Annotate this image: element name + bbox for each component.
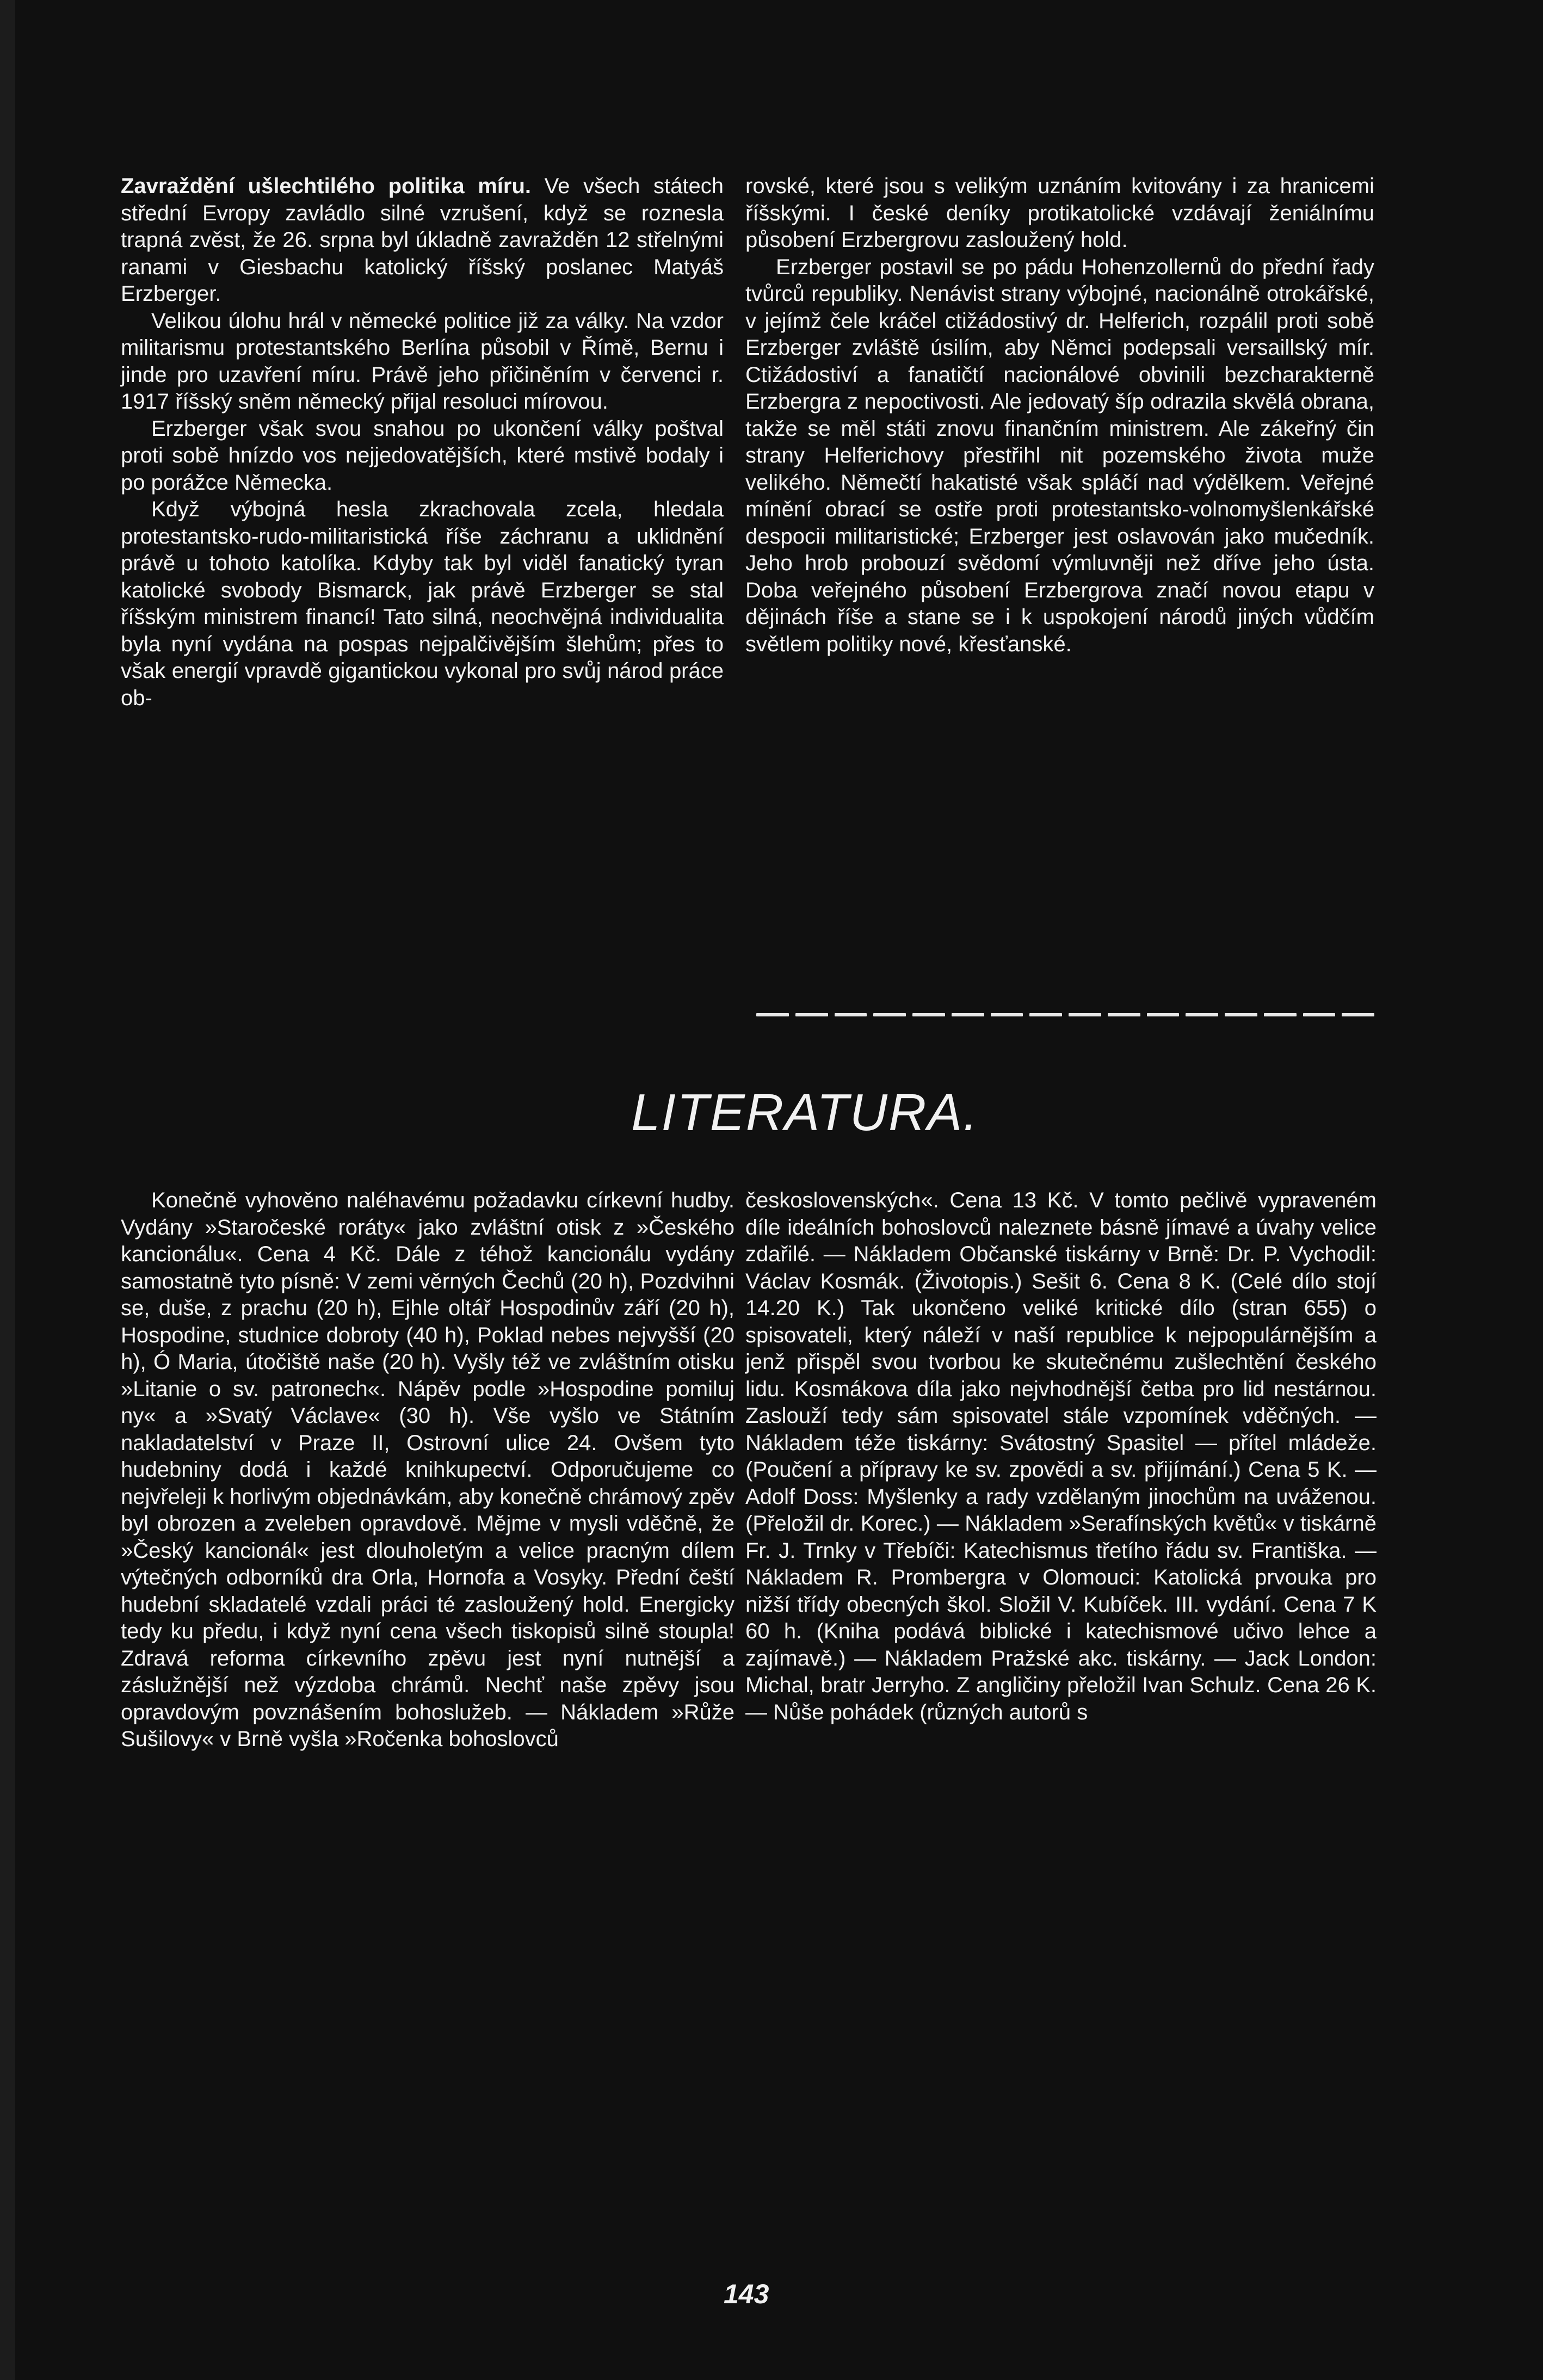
section-divider [756, 1013, 1374, 1018]
article-left-column [121, 173, 724, 712]
article-heading: Zavraždění ušlechtilého politika míru. [121, 174, 531, 198]
article-first-paragraph [121, 173, 724, 308]
page-number: 143 [724, 2279, 769, 2309]
literatura-left-text: Konečně vyhověno naléhavému požadavku církevní hudby. Vydány »Staročeské roráty« jako zvláštní otisk z »Českého kancionálu«. Cena 4 Kč. Dále z téhož kancionálu vydány samostatně tyto písně: V zemi věrných Čechů (20 h), Pozdvihni se, duše, z prachu (20 h), Ejhle oltář Hospodinův září (20 h), Hospodine, studnice dobroty (40 h), Poklad nebes nejvyšší (20 h), Ó Maria, útočiště naše (20 h). Vyšly též ve zvláštním otisku »Litanie o sv. patronech«. Nápěv podle »Hospodine pomiluj ny« a »Svatý Václave« (30 h). Vše vyšlo ve Státním nakladatelství v Praze II, Ostrovní ulice 24. Ovšem tyto hudebniny dodá i každé knihkupectví. Odporučujeme co nejvřeleji k horlivým objednávkám, aby konečně chrámový zpěv byl obrozen a zveleben opravdově. Mějme v mysli vděčně, že »Český kancionál« jest dlouholetým a velice pracným dílem výtečných odborníků dra Orla, Hornofa a Vosyky. Přední čeští hudební skladatelé vzdali práci té zasloužený hold. Energicky tedy ku předu, i když nyní cena všech tiskopisů silně stoupla! Zdravá reforma církevního zpěvu jest nyní nutnější a záslužnější než výzdoba chrámů. Nechť naše zpěvy jsou opravdovým povznášením bohoslužeb. — Nákladem »Růže Sušilovy« v Brně vyšla »Ročenka bohoslovců [121, 1188, 735, 1751]
literatura-right-column [745, 1187, 1377, 1726]
article-paragraph-2: Velikou úlohu hrál v německé politice již za války. Na vzdor militarismu protestantského Berlína působil v Římě, Bernu i jinde pro uzavření míru. Právě jeho přičiněním v červenci r. 1917 říšský sněm německý přijal resoluci mírovou. [121, 309, 724, 414]
literatura-right-text: československých«. Cena 13 Kč. V tomto pečlivě vypraveném díle ideálních bohoslovců naleznete básně jímavé a úvahy velice zdařilé. — Nákladem Občanské tiskárny v Brně: Dr. P. Vychodil: Václav Kosmák. (Životopis.) Sešit 6. Cena 8 K. (Celé dílo stojí 14.20 K.) Tak ukončeno veliké kritické dílo (stran 655) o spisovateli, který náleží v naší republice k nejpopulárnějším a jenž přispěl svou tvorbou ke skutečnému zušlechtění českého lidu. Kosmákova díla jako nejvhodnější četba pro lid nestárnou. Zaslouží tedy sám spisovatel stále vzpomínek vděčných. — Nákladem téže tiskárny: Svátostný Spasitel — přítel mládeže. (Poučení a přípravy ke sv. zpovědi a sv. přijímání.) Cena 5 K. — Adolf Doss: Myšlenky a rady vzdělaným jinochům na uváženou. (Přeložil dr. Korec.) — Nákladem »Serafínských květů« v tiskárně Fr. J. Trnky v Třebíči: Katechismus třetího řádu sv. Františka. — Nákladem R. Prombergra v Olomouci: Katolická prvouka pro nižší třídy obecných škol. Složil V. Kubíček. III. vydání. Cena 7 K 60 h. (Kniha podává biblické i katechismové učivo lehce a zajímavě.) — Nákladem Pražské akc. tiskárny. — Jack London: Michal, bratr Jerryho. Z angličiny přeložil Ivan Schulz. Cena 26 K. — Nůše pohádek (různých autorů s [745, 1188, 1377, 1724]
scan-edge [0, 0, 15, 2380]
article-right-column [745, 173, 1374, 658]
article-paragraph-5: rovské, které jsou s velikým uznáním kvitovány i za hranicemi říšskými. I české deníky protikatolické vzdávají ženiálnímu působení Erzbergrovu zasloužený hold. [745, 174, 1374, 252]
article-paragraph-6: Erzberger postavil se po pádu Hohenzollernů do přední řady tvůrců republiky. Nenávist strany výbojné, nacionálně otrokářské, v jejímž čele kráčel ctižádostivý dr. Helferich, rozpálil proti sobě Erzberger zvláště úsilím, aby Němci podepsali versaillský mír. Ctižádostiví a fanatičtí nacionálové obvinili bezcharakterně Erzbergra z nepoctivosti. Ale jedovatý šíp odrazila skvělá obrana, takže se měl státi znovu finančním ministrem. Ale zákeřný čin strany Helferichovy přestřihl nit pozemského života muže velikého. Němečtí hakatisté však spláčí nad výdělkem. Veřejné mínění obrací se ostře proti protestantsko-volnomyšlenkářské despocii militaristické; Erzberger jest oslavován jako mučedník. Jeho hrob probouzí svědomí výmluvněji než dříve jeho ústa. Doba veřejného působení Erzbergrova značí novou etapu v dějinách říše a stane se i k uspokojení národů jiných vůdčím světlem politiky nové, křesťanské. [745, 255, 1374, 656]
literatura-left-column [121, 1187, 735, 1753]
literatura-title: LITERATURA. [631, 1083, 979, 1142]
article-paragraph-3: Erzberger však svou snahou po ukončení války poštval proti sobě hnízdo vos nejjedovatějších, které mstivě bodaly i po porážce Německa. [121, 416, 724, 495]
article-paragraph-1: Ve všech státech střední Evropy zavládlo silné vzrušení, když se roznesla trapná zvěst, že 26. srpna byl úkladně zavražděn 12 střelnými ranami v Giesbachu katolický říšský poslanec Matyáš Erzberger. [121, 174, 724, 306]
article-paragraph-4: Když výbojná hesla zkrachovala zcela, hledala protestantsko-rudo-militaristická říše záchranu a uklidnění právě u tohoto katolíka. Kdyby tak byl viděl fanatický tyran katolické svobody Bismarck, jak právě Erzberger se stal říšským ministrem financí! Tato silná, neochvějná individualita byla nyní vydána na pospas nejpalčivějším šlehům; přes to však energií vpravdě gigantickou vykonal pro svůj národ práce ob- [121, 497, 724, 710]
